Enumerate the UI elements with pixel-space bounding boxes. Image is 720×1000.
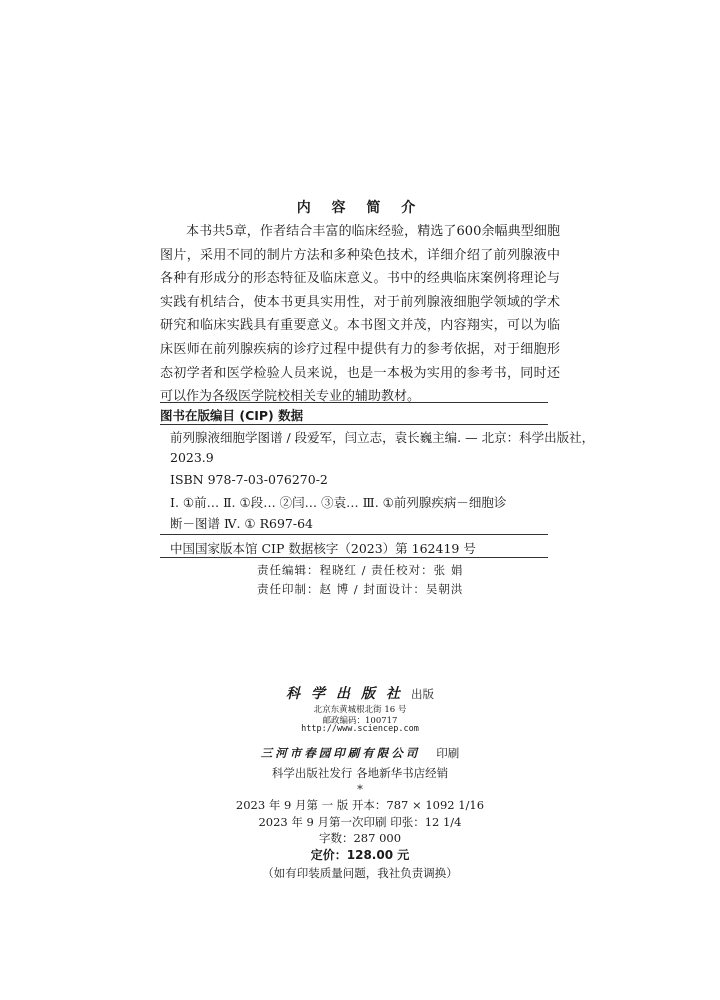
printer-suffix: 印刷 bbox=[436, 746, 460, 760]
publisher-line bbox=[0, 683, 720, 703]
cip-title-line: 前列腺液细胞学图谱 / 段爱军，闫立志，袁长巍主编. — 北京：科学出版社， bbox=[170, 430, 595, 445]
cip-bottom-rule bbox=[160, 557, 548, 558]
summary-body bbox=[160, 220, 560, 409]
production-credits: 责任印制：赵 博 / 封面设计：吴朝洪 bbox=[257, 582, 464, 596]
cip-classification-2: 断－图谱 Ⅳ. ① R697-64 bbox=[170, 516, 313, 531]
publisher-url: http://www.sciencep.com bbox=[301, 724, 419, 734]
cip-top-rule bbox=[160, 402, 548, 403]
cip-heading-rule bbox=[160, 424, 548, 425]
cip-isbn: ISBN 978-7-03-076270-2 bbox=[170, 472, 328, 487]
word-count: 字数：287 000 bbox=[318, 831, 402, 845]
summary-paragraph: 本书共5章，作者结合丰富的临床经验，精选了600余幅典型细胞图片，采用不同的制片方法和多种染色技术，详细介绍了前列腺液中各种有形成分的形态特征及临床意义。书中的经典临床案例将理论与实践有机结合，使本书更具实用性，对于前列腺液细胞学领域的学术研究和临床实践具有重要意义。本书图文并茂，内容翔实，可以为临床医师在前列腺疾病的诊疗过程中提供有力的参考依据，对于细胞形态初学者和医学检验人员来说，也是一本极为实用的参考书，同时还可以作为各级医学院校相关专业的辅助教材。 bbox=[160, 224, 560, 405]
printer-name: 三河市春园印刷有限公司 bbox=[260, 746, 421, 760]
separator-star: * bbox=[357, 782, 363, 796]
price: 定价：128.00 元 bbox=[310, 848, 410, 862]
publisher-address: 北京东黄城根北街 16 号 bbox=[313, 705, 407, 715]
impression-line: 2023 年 9 月第一次印刷 印张：12 1/4 bbox=[258, 815, 462, 829]
distribution-line: 科学出版社发行 各地新华书店经销 bbox=[271, 766, 449, 780]
cip-middle-rule bbox=[160, 534, 548, 535]
cip-date-line: 2023.9 bbox=[170, 450, 214, 465]
publisher-logo: 科学出版社 bbox=[286, 686, 411, 702]
publisher-suffix: 出版 bbox=[411, 687, 434, 701]
cip-classification-1: Ⅰ. ①前… Ⅱ. ①段… ②闫… ③袁… Ⅲ. ①前列腺疾病－细胞诊 bbox=[170, 495, 507, 510]
summary-title: 内 容 简 介 bbox=[296, 200, 424, 216]
printer-line bbox=[0, 742, 720, 761]
editor-credits: 责任编辑：程晓红 / 责任校对：张 娟 bbox=[257, 563, 464, 577]
cip-core-number: 中国国家版本馆 CIP 数据核字（2023）第 162419 号 bbox=[170, 541, 476, 556]
cip-heading: 图书在版编目 (CIP) 数据 bbox=[160, 408, 304, 423]
quality-notice: （如有印装质量问题，我社负责调换） bbox=[262, 866, 458, 880]
publisher-postcode: 邮政编码：100717 bbox=[322, 716, 398, 726]
edition-line: 2023 年 9 月第 一 版 开本：787 × 1092 1/16 bbox=[235, 798, 485, 812]
